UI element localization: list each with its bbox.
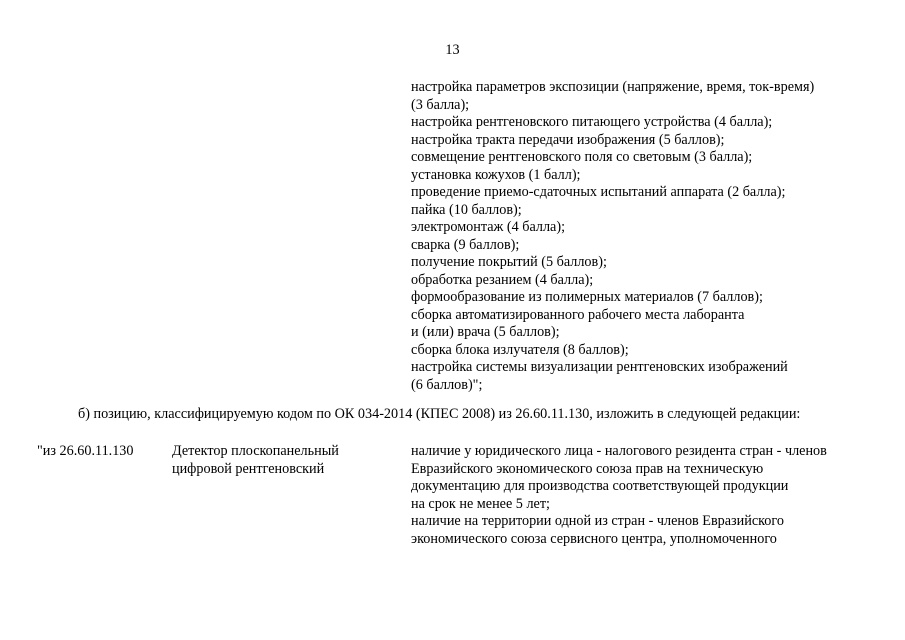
condition-line: на срок не менее 5 лет; [411, 495, 550, 512]
conditions-list [411, 443, 827, 548]
condition-line: экономического союза сервисного центра, уполномоченного [411, 530, 777, 547]
okpd-code: "из 26.60.11.130 [37, 443, 134, 459]
requirement-line: сварка (9 баллов); [411, 236, 520, 253]
requirement-line: (3 балла); [411, 96, 470, 113]
requirement-line: сборка блока излучателя (8 баллов); [411, 341, 629, 358]
requirement-line: установка кожухов (1 балл); [411, 166, 581, 183]
condition-line: наличие у юридического лица - налогового резидента стран - членов [411, 443, 827, 459]
product-name-line: Детектор плоскопанельный [172, 443, 339, 459]
requirement-line: совмещение рентгеновского поля со световым (3 балла); [411, 149, 753, 165]
requirement-line: пайка (10 баллов); [411, 201, 522, 218]
requirement-line: настройка параметров экспозиции (напряжение, время, ток-время) [411, 79, 815, 95]
requirement-line: получение покрытий (5 баллов); [411, 254, 607, 270]
requirement-line: проведение приемо-сдаточных испытаний аппарата (2 балла); [411, 184, 786, 200]
requirement-line: настройка рентгеновского питающего устройства (4 балла); [411, 114, 773, 130]
requirement-line: и (или) врача (5 баллов); [411, 324, 560, 340]
page-number: 13 [445, 42, 460, 58]
requirement-line: настройка системы визуализации рентгеновских изображений [411, 359, 788, 375]
requirement-line: (6 баллов)"; [411, 376, 483, 393]
requirement-line: электромонтаж (4 балла); [411, 219, 566, 235]
product-name [172, 443, 339, 478]
condition-line: Евразийского экономического союза прав на техническую [411, 460, 764, 477]
condition-line: документацию для производства соответствующей продукции [411, 478, 789, 494]
requirement-line: обработка резанием (4 балла); [411, 271, 594, 288]
requirement-line: настройка тракта передачи изображения (5 баллов); [411, 131, 725, 148]
requirement-line: сборка автоматизированного рабочего места лаборанта [411, 306, 745, 323]
requirements-list [411, 79, 814, 394]
instruction-paragraph: б) позицию, классифицируемую кодом по ОК 034-2014 (КПЕС 2008) из 26.60.11.130, изложить в следующей редакции: [78, 406, 801, 422]
product-name-line: цифровой рентгеновский [172, 460, 325, 477]
condition-line: наличие на территории одной из стран - членов Евразийского [411, 513, 784, 529]
requirement-line: формообразование из полимерных материалов (7 баллов); [411, 289, 763, 305]
